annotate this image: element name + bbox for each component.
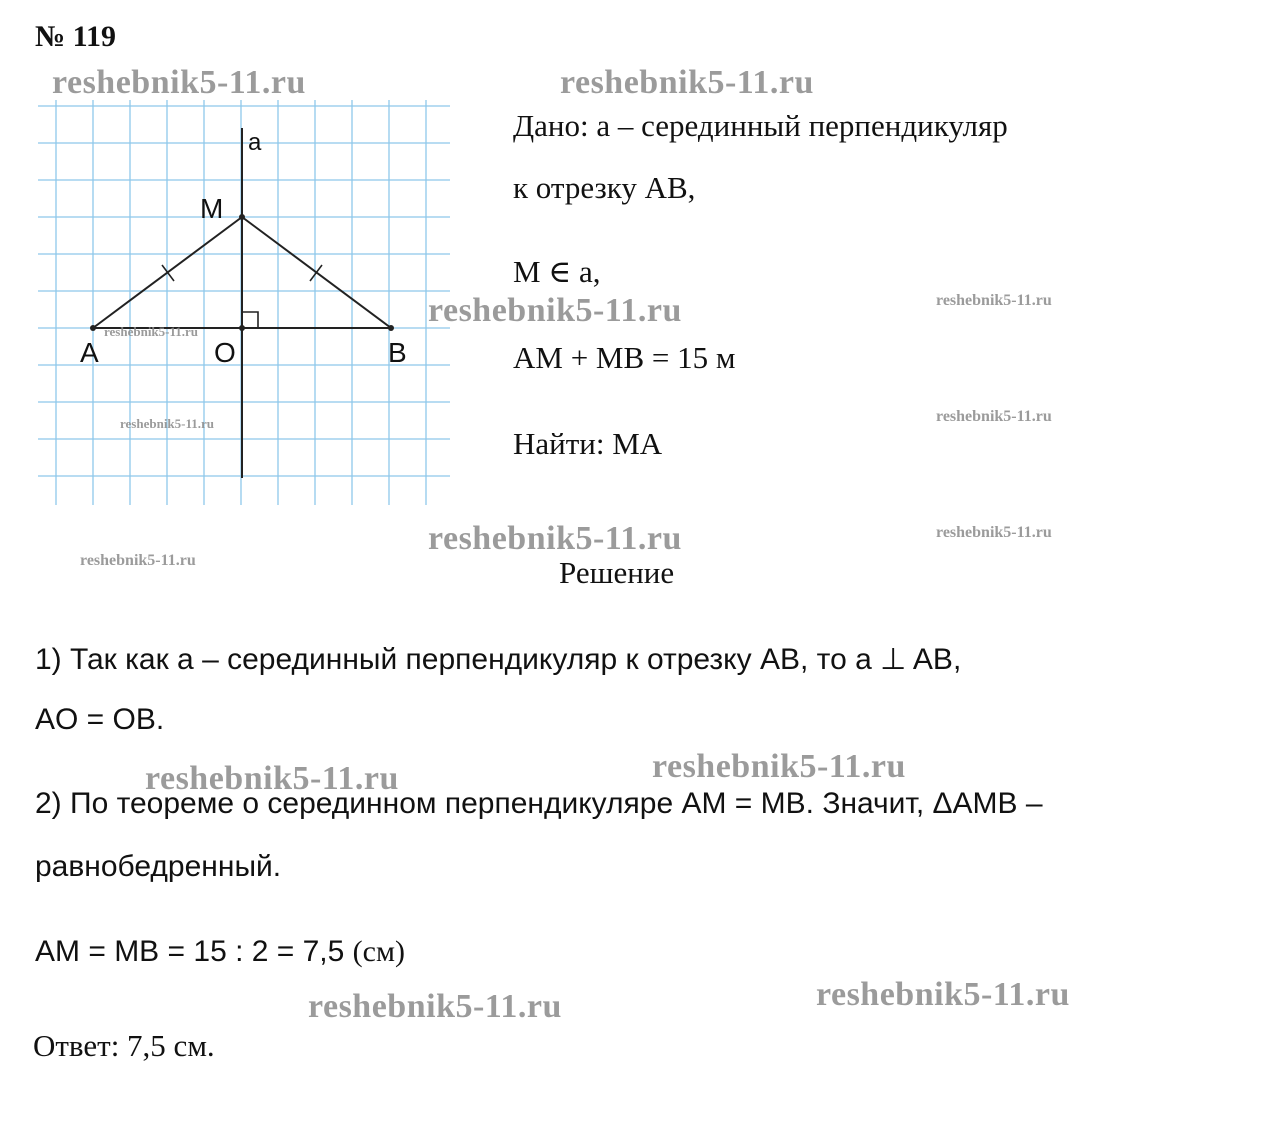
calc-line — [35, 935, 405, 969]
watermark: reshebnik5-11.ru — [936, 408, 1052, 425]
watermark: reshebnik5-11.ru — [560, 64, 814, 101]
watermark: reshebnik5-11.ru — [936, 292, 1052, 309]
answer: Ответ: 7,5 см. — [33, 1028, 215, 1063]
geometry-figure — [38, 100, 450, 505]
given-line-3: M ∈ a, — [513, 254, 601, 289]
task-number: № 119 — [35, 20, 116, 53]
tick-mb — [310, 265, 322, 281]
step2-line1: 2) По теореме о серединном перпендикуляре AM = MB. Значит, ΔAMB – — [35, 787, 1043, 820]
point-a — [90, 325, 96, 331]
solution-heading: Решение — [559, 555, 675, 590]
label-o: O — [214, 337, 236, 368]
step1-line1: 1) Так как a – серединный перпендикуляр к отрезку AB, то a ⊥ AB, — [35, 643, 962, 676]
right-angle-mark — [242, 312, 258, 328]
watermark: reshebnik5-11.ru — [80, 552, 196, 569]
watermark: reshebnik5-11.ru — [145, 760, 399, 797]
given-line-1: Дано: a – серединный перпендикуляр — [513, 108, 1008, 143]
calc-expression: AM = MB = 15 : 2 = 7,5 — [35, 935, 353, 968]
point-o — [239, 325, 245, 331]
label-b: B — [388, 337, 407, 368]
label-m: M — [200, 193, 224, 224]
grid-lines — [38, 100, 450, 505]
point-m — [239, 214, 245, 220]
given-line-2: к отрезку AB, — [513, 170, 696, 205]
step2-line2: равнобедренный. — [35, 850, 282, 883]
given-line-4: AM + MB = 15 м — [513, 340, 736, 375]
calc-unit: (см) — [352, 935, 405, 968]
point-b — [388, 325, 394, 331]
watermark: reshebnik5-11.ru — [120, 416, 215, 431]
watermark: reshebnik5-11.ru — [652, 748, 906, 785]
watermark: reshebnik5-11.ru — [428, 292, 682, 329]
label-a-point: A — [80, 337, 99, 368]
watermark: reshebnik5-11.ru — [428, 520, 682, 557]
label-a-line: a — [248, 129, 262, 156]
given-find: Найти: MA — [513, 426, 663, 461]
watermark: reshebnik5-11.ru — [816, 976, 1070, 1013]
watermark: reshebnik5-11.ru — [308, 988, 562, 1025]
step1-line2: AO = OB. — [35, 703, 165, 736]
watermark: reshebnik5-11.ru — [52, 64, 306, 101]
watermark: reshebnik5-11.ru — [936, 524, 1052, 541]
tick-am — [162, 265, 174, 281]
watermark: reshebnik5-11.ru — [104, 324, 199, 339]
